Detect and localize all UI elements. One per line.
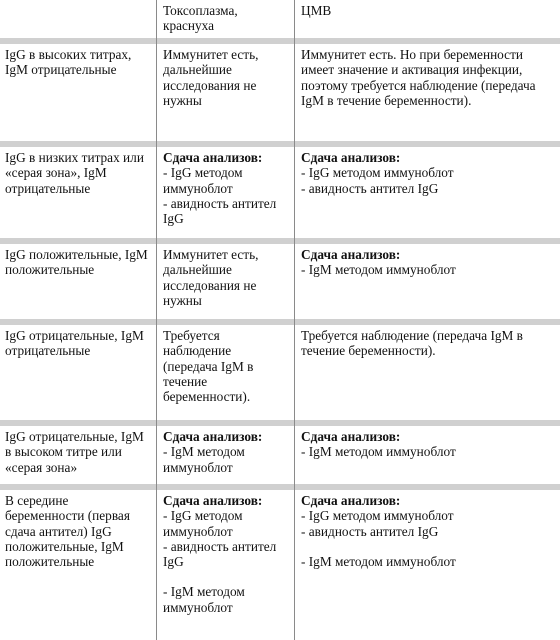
table-row [0, 244, 560, 319]
cmv-cell: Иммунитет есть. Но при беременности имеет значение и активация инфекции, поэтому требуется наблюдение (передача IgM в течение беременности). [295, 44, 560, 141]
cmv-analysis-title: Сдача анализов: [301, 429, 401, 444]
toxo-cell: Иммунитет есть, дальнейшие исследования не нужны [157, 244, 295, 319]
toxo-analysis-title: Сдача анализов: [163, 493, 263, 508]
condition-cell: IgG в высоких титрах, IgM отрицательные [0, 44, 157, 141]
table-header-row [0, 0, 560, 38]
toxo-cell [157, 490, 295, 640]
toxo-analysis-item: - IgG методом иммуноблот [163, 508, 243, 539]
table-row [0, 44, 560, 141]
toxo-cell: Иммунитет есть, дальнейшие исследования не нужны [157, 44, 295, 141]
cmv-cell [295, 147, 560, 238]
cmv-analysis-item: - IgM методом иммуноблот [301, 553, 456, 569]
condition-cell: В середине беременности (первая сдача антител) IgG положительные, IgM положительные [0, 490, 157, 640]
header-cell-empty [0, 0, 157, 38]
cmv-cell: Требуется наблюдение (передача IgM в течение беременности). [295, 325, 560, 420]
spacer [301, 539, 558, 554]
cmv-analysis-title: Сдача анализов: [301, 150, 401, 165]
condition-cell: IgG в низких титрах или «серая зона», IgM отрицательные [0, 147, 157, 238]
cmv-cell [295, 490, 560, 640]
toxo-analysis-item: - IgG методом иммуноблот [163, 165, 243, 196]
cmv-cell [295, 244, 560, 319]
toxo-cell [157, 147, 295, 238]
toxo-analysis-item: - IgM методом иммуноблот [163, 444, 245, 475]
cmv-analysis-title: Сдача анализов: [301, 493, 401, 508]
toxo-analysis-title: Сдача анализов: [163, 429, 263, 444]
cmv-analysis-item: - авидность антител IgG [301, 180, 439, 196]
table-row [0, 490, 560, 640]
condition-cell: IgG положительные, IgM положительные [0, 244, 157, 319]
header-cell-toxo [157, 0, 295, 38]
toxo-analysis-item: - авидность антител IgG [163, 538, 277, 570]
cmv-analysis-item: - IgG методом иммуноблот [301, 508, 454, 524]
table-row [0, 426, 560, 484]
toxo-analysis-item: - авидность антител IgG [163, 195, 277, 227]
condition-cell: IgG отрицательные, IgM в высоком титре или «серая зона» [0, 426, 157, 484]
cmv-analysis-item: - IgM методом иммуноблот [301, 444, 456, 460]
header-toxo-text: Токсоплазма, краснуха [163, 3, 238, 34]
table-row [0, 325, 560, 420]
spacer [163, 569, 288, 584]
table-row [0, 147, 560, 238]
cmv-analysis-item: - IgG методом иммуноблот [301, 165, 454, 181]
header-cell-cmv [295, 0, 560, 38]
toxo-analysis-title: Сдача анализов: [163, 150, 263, 165]
cmv-cell [295, 426, 560, 484]
cmv-analysis-item: - авидность антител IgG [301, 523, 439, 539]
cmv-analysis-title: Сдача анализов: [301, 247, 401, 262]
cmv-analysis-item: - IgM методом иммуноблот [301, 262, 456, 278]
toxo-cell [157, 426, 295, 484]
header-cmv-text: ЦМВ [301, 3, 332, 18]
toxo-cell: Требуется наблюдение (передача IgM в течение беременности). [157, 325, 295, 420]
toxo-analysis-item: - IgM методом иммуноблот [163, 584, 245, 615]
condition-cell: IgG отрицательные, IgM отрицательные [0, 325, 157, 420]
